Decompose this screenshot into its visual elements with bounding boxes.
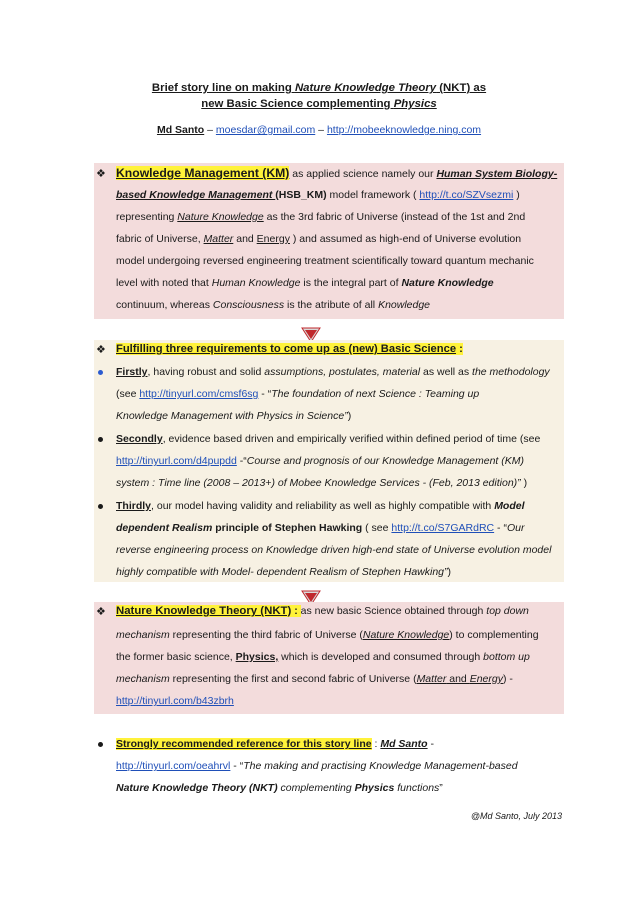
author-line <box>0 123 638 137</box>
nkt-emphasis: Physics, <box>235 651 279 663</box>
author-name: Md Santo <box>156 124 205 136</box>
nkt-text: the former basic science, <box>116 651 236 663</box>
author-email-link[interactable]: moesdar@gmail.com <box>215 124 316 136</box>
nkt-section-line-2 <box>116 628 539 642</box>
km-emphasis: Nature Knowledge <box>401 277 494 289</box>
km-section-line-4 <box>116 232 521 246</box>
km-text: as the 3rd fabric of Universe (instead of the 1st and 2nd <box>263 211 526 223</box>
requirement-emphasis: the methodology <box>472 366 550 378</box>
page-title-line-2 <box>0 96 638 112</box>
requirement-emphasis: Model <box>494 500 525 512</box>
requirement-third-line-1 <box>116 499 525 513</box>
requirement-second-link[interactable]: http://tinyurl.com/d4pupdd <box>116 455 237 467</box>
nkt-emphasis: top down <box>486 605 529 617</box>
reference-emphasis: functions <box>394 782 440 794</box>
requirement-text: - “ <box>494 522 507 534</box>
requirement-emphasis: system : Time line (2008 – 2013+) of Mobee Knowledge Services - (Feb, 2013 edition)” <box>116 477 521 489</box>
km-section-heading: Knowledge Management (KM) <box>116 166 290 180</box>
requirement-emphasis: principle of Stephen Hawking <box>212 522 363 534</box>
diamond-bullet-icon: ❖ <box>96 606 106 618</box>
reference-author: Md Santo <box>380 738 428 750</box>
nkt-emphasis: bottom up <box>483 651 530 663</box>
km-emphasis: Nature Knowledge <box>177 211 264 223</box>
nkt-section-heading: Nature Knowledge Theory (NKT) <box>116 605 292 617</box>
requirement-text: ) <box>520 477 528 489</box>
diamond-bullet-icon: ❖ <box>96 168 106 180</box>
km-text: and <box>233 233 257 245</box>
km-text: ) <box>513 189 520 201</box>
nkt-text: ) - <box>502 673 513 685</box>
nkt-emphasis: mechanism <box>116 673 170 685</box>
bullet-dot-icon <box>98 437 103 442</box>
nkt-text: which is developed and consumed through <box>278 651 484 663</box>
requirement-second-line-2 <box>116 454 524 468</box>
requirement-label: Firstly <box>116 366 148 378</box>
km-framework-link[interactable]: http://t.co/SZVsezmi <box>419 189 514 201</box>
nkt-text: and <box>446 673 470 685</box>
km-emphasis: based Knowledge Management <box>116 189 276 201</box>
nkt-section-line-1 <box>116 604 529 618</box>
requirement-text: , evidence based driven and empirically verified within defined period of time (see <box>162 433 541 445</box>
km-text: continuum, whereas <box>116 299 213 311</box>
author-website-link[interactable]: http://mobeeknowledge.ning.com <box>326 124 482 136</box>
requirement-text: ) <box>447 566 452 578</box>
title-emphasis: Nature Knowledge Theory <box>294 82 437 94</box>
reference-emphasis: complementing <box>277 782 355 794</box>
requirement-text: , our model having validity and reliability as well as highly compatible with <box>151 500 495 512</box>
requirement-emphasis: The foundation of next Science : Teaming up <box>271 388 480 400</box>
reference-heading: Strongly recommended reference for this story line <box>116 738 372 750</box>
km-text: is the integral part of <box>300 277 402 289</box>
nkt-text: as new basic Science obtained through <box>300 605 487 617</box>
km-section-line-1 <box>116 166 557 181</box>
km-emphasis: Human Knowledge <box>211 277 301 289</box>
bullet-dot-icon <box>98 504 103 509</box>
requirement-text: -“ <box>236 455 247 467</box>
km-emphasis: Matter <box>203 233 234 245</box>
km-text: as applied science namely our <box>289 168 437 180</box>
nkt-emphasis: mechanism <box>116 629 170 641</box>
reference-text: - <box>427 738 435 750</box>
requirement-text: , having robust and solid <box>147 366 265 378</box>
nkt-link[interactable]: http://tinyurl.com/b43zbrh <box>116 695 234 707</box>
signature: @Md Santo, July 2013 <box>470 811 562 821</box>
nkt-section-line-5 <box>116 694 234 708</box>
nkt-emphasis: Nature Knowledge <box>362 629 450 641</box>
requirement-emphasis: Course and prognosis of our Knowledge Management (KM) <box>246 455 524 467</box>
requirement-text: (see <box>116 388 140 400</box>
reference-text: - “ <box>230 760 244 772</box>
km-section-line-2 <box>116 188 520 202</box>
requirement-first-line-1 <box>116 365 550 379</box>
reference-text: : <box>371 738 381 750</box>
km-emphasis: Knowledge <box>378 299 431 311</box>
km-text: model framework ( <box>326 189 420 201</box>
km-text: level with noted that <box>116 277 212 289</box>
nkt-text: ) to complementing <box>449 629 539 641</box>
requirement-second-line-1 <box>116 432 540 446</box>
km-text: fabric of Universe, <box>116 233 204 245</box>
reference-text: ” <box>439 782 443 794</box>
nkt-emphasis: Matter <box>416 673 447 685</box>
nkt-emphasis: Energy <box>469 673 503 685</box>
reference-emphasis: The making and practising Knowledge Management-based <box>243 760 518 772</box>
requirement-emphasis: highly compatible with Model- dependent Realism of Stephen Hawking” <box>116 566 448 578</box>
reference-link[interactable]: http://tinyurl.com/oeahrvl <box>116 760 231 772</box>
km-emphasis: Energy <box>256 233 290 245</box>
requirement-text: ) <box>347 410 352 422</box>
reference-emphasis: Physics <box>354 782 395 794</box>
bullet-dot-icon <box>98 370 103 375</box>
requirement-first-link[interactable]: http://tinyurl.com/cmsf6sg <box>139 388 259 400</box>
reference-emphasis: Nature Knowledge Theory (NKT) <box>116 782 278 794</box>
nkt-text: representing the third fabric of Universe ( <box>169 629 363 641</box>
requirement-emphasis: assumptions, postulates, material <box>264 366 421 378</box>
requirement-text: as well as <box>420 366 473 378</box>
requirements-heading: Fulfilling three requirements to come up as (new) Basic Science <box>116 343 457 355</box>
requirements-heading-line <box>116 342 463 356</box>
km-text: ) and assumed as high-end of Universe evolution <box>289 233 522 245</box>
requirement-third-link[interactable]: http://t.co/S7GARdRC <box>391 522 495 534</box>
km-section-line-7 <box>116 298 430 312</box>
requirement-second-line-3 <box>116 476 527 490</box>
km-emphasis: (HSB_KM) <box>275 189 327 201</box>
km-text: representing <box>116 211 178 223</box>
nkt-section-line-3 <box>116 650 530 664</box>
requirement-third-line-3: reverse engineering process on Knowledge driven high-end state of Universe evolution model <box>116 544 552 556</box>
km-section-line-6 <box>116 276 494 290</box>
requirement-third-line-4 <box>116 565 451 579</box>
page-title-line-1 <box>0 80 638 96</box>
reference-line-1 <box>116 737 434 751</box>
nkt-section-line-4 <box>116 672 513 686</box>
diamond-bullet-icon: ❖ <box>96 344 106 356</box>
title-text: Brief story line on making <box>151 82 295 94</box>
nkt-heading-colon: : <box>291 605 301 617</box>
reference-line-2 <box>116 759 518 773</box>
km-text: is the atribute of all <box>284 299 379 311</box>
reference-line-3 <box>116 781 443 795</box>
requirement-emphasis: Knowledge Management with Physics in Science” <box>116 410 348 422</box>
requirement-emphasis: dependent Realism <box>116 522 213 534</box>
requirement-text: ( see <box>362 522 392 534</box>
requirement-emphasis: Our <box>506 522 525 534</box>
title-emphasis: Physics <box>393 98 437 110</box>
title-text: (NKT) as <box>436 82 487 94</box>
km-section-line-3 <box>116 210 525 224</box>
bullet-dot-icon <box>98 742 103 747</box>
requirement-label: Thirdly <box>116 500 152 512</box>
requirements-heading-colon: : <box>456 343 463 355</box>
km-section-line-5: model undergoing reversed engineering treatment scientifically toward quantum mechanic <box>116 255 534 267</box>
km-emphasis: Human System Biology- <box>436 168 558 180</box>
requirement-first-line-3 <box>116 409 351 423</box>
title-text: new Basic Science complementing <box>201 98 394 110</box>
requirement-first-line-2 <box>116 387 479 401</box>
km-emphasis: Consciousness <box>212 299 285 311</box>
requirement-label: Secondly <box>116 433 163 445</box>
requirement-third-line-2 <box>116 521 524 535</box>
separator: – <box>204 124 216 136</box>
requirement-text: - “ <box>258 388 272 400</box>
nkt-text: representing the first and second fabric of Universe ( <box>169 673 417 685</box>
separator: – <box>315 124 327 136</box>
